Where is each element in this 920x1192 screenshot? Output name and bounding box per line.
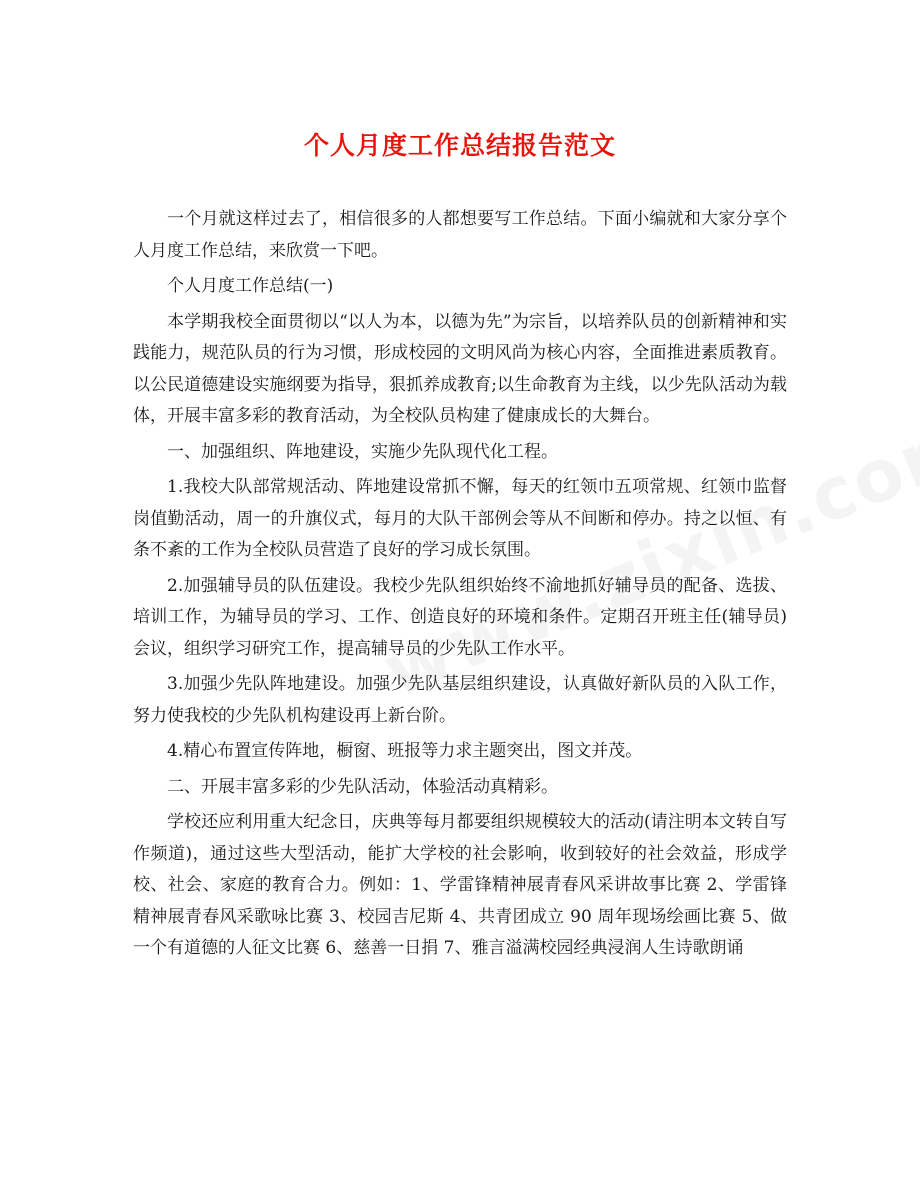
paragraph-overview: 本学期我校全面贯彻以“以人为本，以德为先”为宗旨，以培养队员的创新精神和实践能力，规范队员的行为习惯，形成校园的文明风尚为核心内容，全面推进素质教育。以公民道德建设实施纲要为指导，狠抓养成教育;以生命教育为主线，以少先队活动为载体，开展丰富多彩的教育活动，为全校队员构建了健康成长的大舞台。 [133, 311, 787, 426]
document-body [133, 204, 787, 969]
list-item-3: 3.加强少先队阵地建设。加强少先队基层组织建设，认真做好新队员的入队工作，努力使我校的少先队机构建设再上新台阶。 [133, 674, 787, 726]
section-heading-1: 一、加强组织、阵地建设，实施少先队现代化工程。 [167, 441, 558, 462]
list-item-4: 4.精心布置宣传阵地，橱窗、班报等力求主题突出，图文并茂。 [167, 741, 643, 761]
paragraph-activities: 学校还应利用重大纪念日，庆典等每月都要组织规模较大的活动(请注明本文转自写作频道)，通过这些大型活动，能扩大学校的社会影响，收到较好的社会效益，形成学校、社会、家庭的教育合力。例如：1、学雷锋精神展青春风采讲故事比赛 2、学雷锋精神展青春风采歌咏比赛 3、校园吉尼斯 4、共青团成立 90 周年现场绘画比赛 5、做一个有道德的人征文比赛 6、慈善一日捐 7、雅言溢满校园经典浸润人生诗歌朗诵 [133, 812, 787, 958]
list-item-1: 1.我校大队部常规活动、阵地建设常抓不懈，每天的红领巾五项常规、红领巾监督岗值勤活动，周一的升旗仪式，每月的大队干部例会等从不间断和停办。持之以恒、有条不紊的工作为全校队员营造了良好的学习成长氛围。 [133, 477, 787, 560]
section-heading-summary-1: 个人月度工作总结(一) [167, 276, 334, 296]
list-item-2: 2.加强辅导员的队伍建设。我校少先队组织始终不渝地抓好辅导员的配备、选拔、培训工作，为辅导员的学习、工作、创造良好的环境和条件。定期召开班主任(辅导员)会议，组织学习研究工作，提高辅导员的少先队工作水平。 [133, 575, 787, 659]
section-heading-2: 二、开展丰富多彩的少先队活动，体验活动真精彩。 [167, 776, 558, 797]
paragraph-intro: 一个月就这样过去了，相信很多的人都想要写工作总结。下面小编就和大家分享个人月度工作总结，来欣赏一下吧。 [133, 209, 787, 261]
document-title: 个人月度工作总结报告范文 [303, 131, 616, 160]
